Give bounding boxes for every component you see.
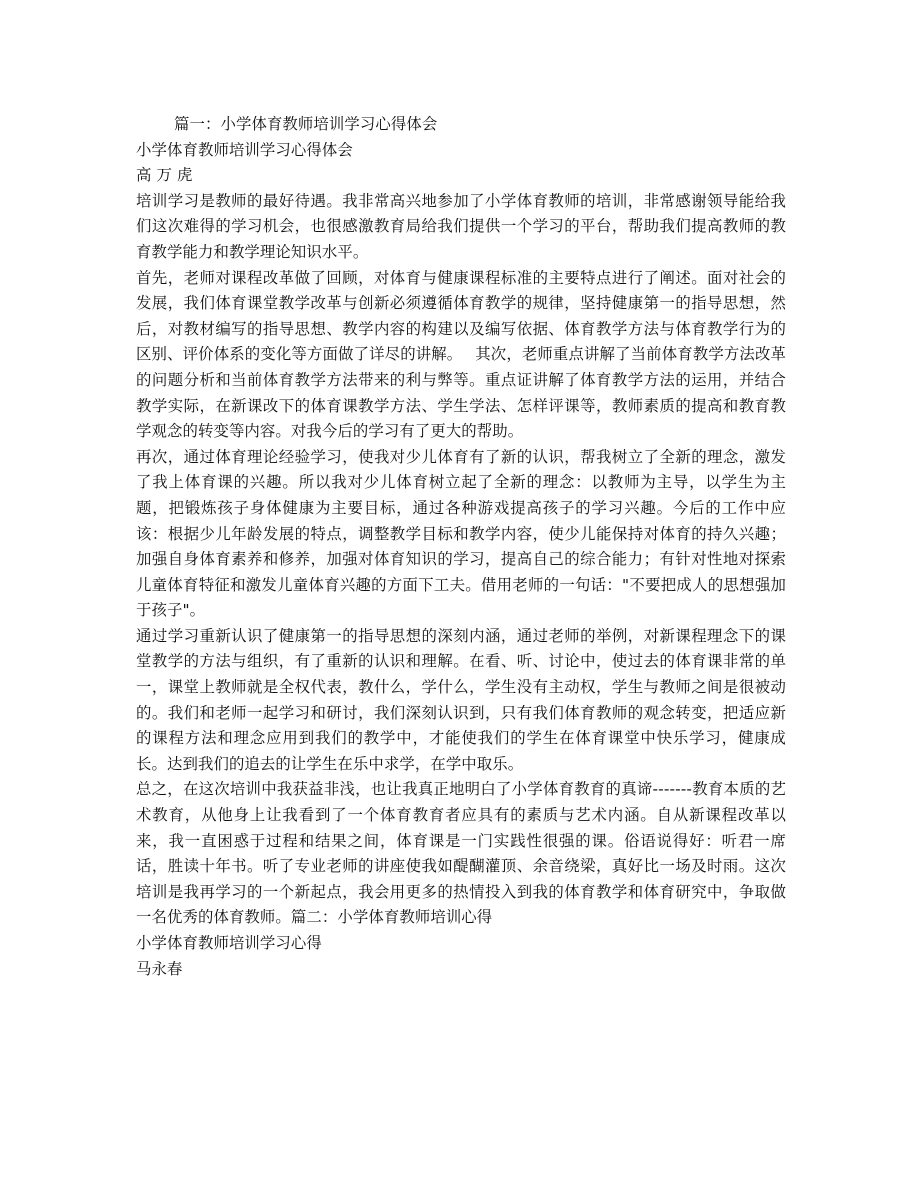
paragraph: 培训学习是教师的最好待遇。我非常高兴地参加了小学体育教师的培训，非常感谢领导能给我们这次难得的学习机会，也很感激教育局给我们提供一个学习的平台，帮助我们提高教师的教育教学能力和教学理论知识水平。 [136,191,786,261]
article-author: 马永春 [136,959,183,978]
article-title: 小学体育教师培训学习心得体会 [136,140,353,159]
document-body [136,112,786,982]
paragraph: 首先，老师对课程改革做了回顾，对体育与健康课程标准的主要特点进行了阐述。面对社会的发展，我们体育课堂教学改革与创新必须遵循体育教学的规律，坚持健康第一的指导思想，然后，对教材编写的指导思想、教学内容的构建以及编写依据、体育教学方法与体育教学行为的区别、评价体系的变化等方面做了详尽的讲解。 其次，老师重点讲解了当前体育教学方法改革的问题分析和当前体育教学方法带来的利与弊等。重点证讲解了体育教学方法的运用，并结合教学实际，在新课改下的体育课教学方法、学生学法、怎样评课等，教师素质的提高和教育教学观念的转变等内容。对我今后的学习有了更大的帮助。 [136,268,786,441]
section-title: 篇一：小学体育教师培训学习心得体会 [174,115,438,133]
article-title: 小学体育教师培训学习心得 [136,934,322,952]
paragraph: 总之，在这次培训中我获益非浅，也让我真正地明白了小学体育教育的真谛-------教育本质的艺术教育，从他身上让我看到了一个体育教育者应具有的素质与艺术内涵。自从新课程改革以来，我一直困惑于过程和结果之间，体育课是一门实践性很强的课。俗语说得好：听君一席话，胜读十年书。听了专业老师的讲座使我如醍醐灌顶、余音绕梁，真好比一场及时雨。这次培训是我再学习的一个新起点，我会用更多的热情投入到我的体育教学和体育研究中，争取做一名优秀的体育教师。篇二：小学体育教师培训心得 [136,780,786,927]
paragraph: 再次，通过体育理论经验学习，使我对少儿体育有了新的认识，帮我树立了全新的理念，激发了我上体育课的兴趣。所以我对少儿体育树立起了全新的理念：以教师为主导，以学生为主题，把锻炼孩子身体健康为主要目标，通过各种游戏提高孩子的学习兴趣。今后的工作中应该：根据少儿年龄发展的特点，调整教学目标和教学内容，使少儿能保持对体育的持久兴趣；加强自身体育素养和修养，加强对体育知识的学习，提高自己的综合能力；有针对性地对探索儿童体育特征和激发儿童体育兴趣的方面下工夫。借用老师的一句话："不要把成人的思想强加于孩子"。 [136,447,786,620]
paragraph: 通过学习重新认识了健康第一的指导思想的深刻内涵，通过老师的举例，对新课程理念下的课堂教学的方法与组织，有了重新的认识和理解。在看、听、讨论中，使过去的体育课非常的单一，课堂上教师就是全权代表，教什么，学什么，学生没有主动权，学生与教师之间是很被动的。我们和老师一起学习和研讨，我们深刻认识到，只有我们体育教师的观念转变，把适应新的课程方法和理念应用到我们的教学中，才能使我们的学生在体育课堂中快乐学习，健康成长。达到我们的追去的让学生在乐中求学，在学中取乐。 [136,626,786,773]
article-author: 高 万 虎 [136,166,193,185]
